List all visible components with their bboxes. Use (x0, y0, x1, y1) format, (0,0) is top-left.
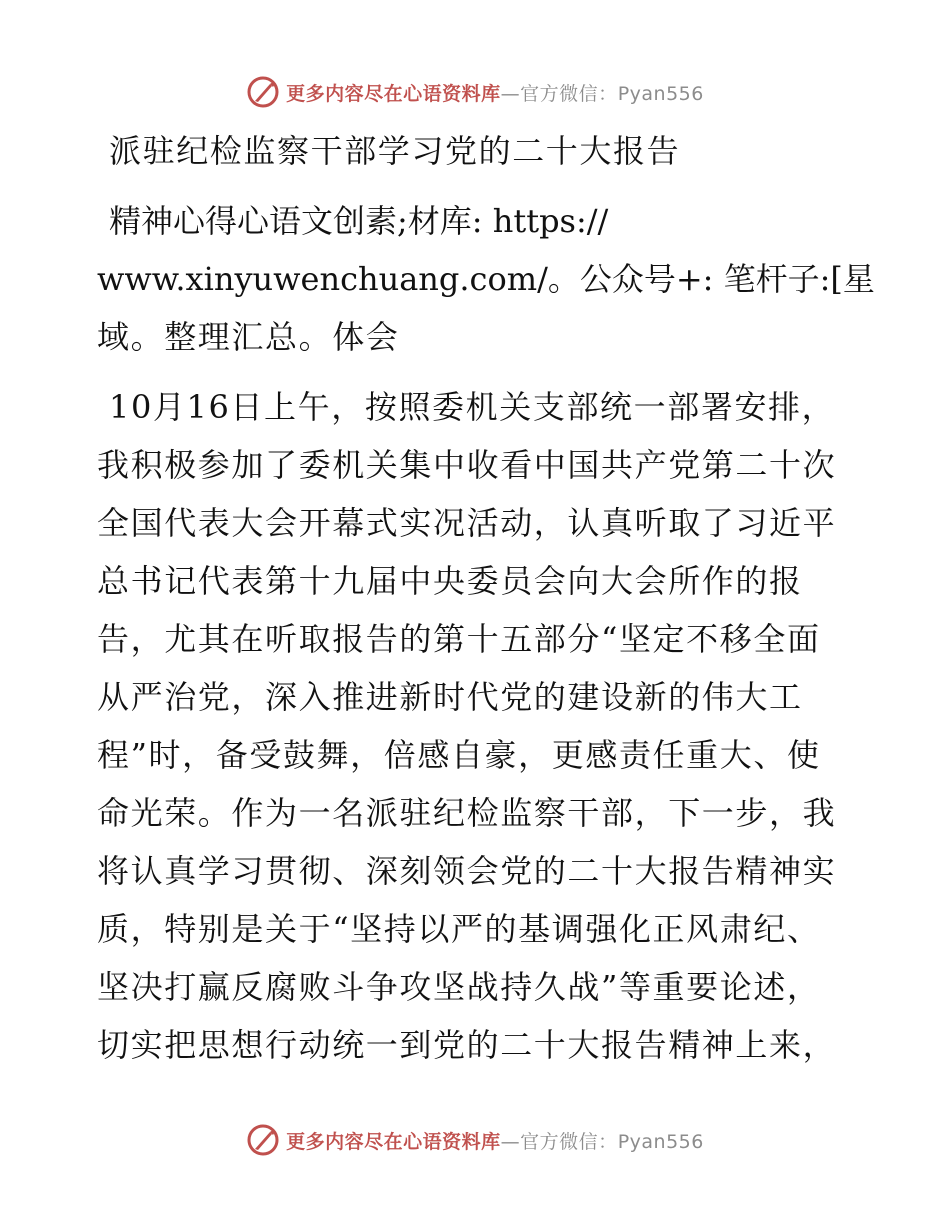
body-line: 质，特别是关于“坚持以严的基调强化正风肃纪、 (97, 910, 821, 948)
subtitle-line: www.xinyuwenchuang.com/。公众号+: 笔杆子:[星 (97, 260, 875, 298)
body-line: 程”时，备受鼓舞，倍感自豪，更感责任重大、使 (97, 736, 821, 774)
body-line: 全国代表大会开幕式实况活动，认真听取了习近平 (97, 504, 837, 542)
body-paragraph (97, 378, 853, 1074)
watermark-handle: Pyan556 (617, 1130, 704, 1153)
watermark-separator-text: —官方微信： (500, 1130, 618, 1153)
body-line: 我积极参加了委机关集中收看中国共产党第二十次 (97, 446, 837, 484)
body-line: 10月16日上午，按照委机关支部统一部署安排， (109, 388, 836, 426)
footer-watermark-banner (0, 1120, 950, 1160)
watermark-text (286, 1127, 704, 1154)
header-watermark-banner (0, 72, 950, 112)
subtitle-line: 精神心得心语文创素;材库: https:// (109, 202, 609, 240)
watermark-main-text: 更多内容尽在心语资料库 (286, 1130, 501, 1153)
body-line: 切实把思想行动统一到党的二十大报告精神上来， (97, 1026, 837, 1064)
subtitle-paragraph (97, 192, 875, 366)
body-line: 将认真学习贯彻、深刻领会党的二十大报告精神实 (97, 852, 837, 890)
watermark-handle: Pyan556 (617, 82, 704, 105)
body-line: 从严治党，深入推进新时代党的建设新的伟大工 (97, 678, 803, 716)
body-line: 坚决打赢反腐败斗争攻坚战持久战”等重要论述， (97, 968, 821, 1006)
feather-pen-logo-icon (246, 75, 280, 109)
feather-pen-logo-icon (246, 1123, 280, 1157)
body-line: 总书记代表第十九届中央委员会向大会所作的报 (97, 562, 803, 600)
subtitle-line: 域。整理汇总。体会 (97, 318, 400, 356)
body-line: 命光荣。作为一名派驻纪检监察干部，下一步，我 (97, 794, 837, 832)
watermark-separator-text: —官方微信： (500, 82, 618, 105)
body-line: 告，尤其在听取报告的第十五部分“坚定不移全面 (97, 620, 821, 658)
watermark-main-text: 更多内容尽在心语资料库 (286, 82, 501, 105)
document-body (97, 122, 875, 1074)
document-title: 派驻纪检监察干部学习党的二十大报告 (109, 132, 681, 170)
watermark-text (286, 79, 704, 106)
